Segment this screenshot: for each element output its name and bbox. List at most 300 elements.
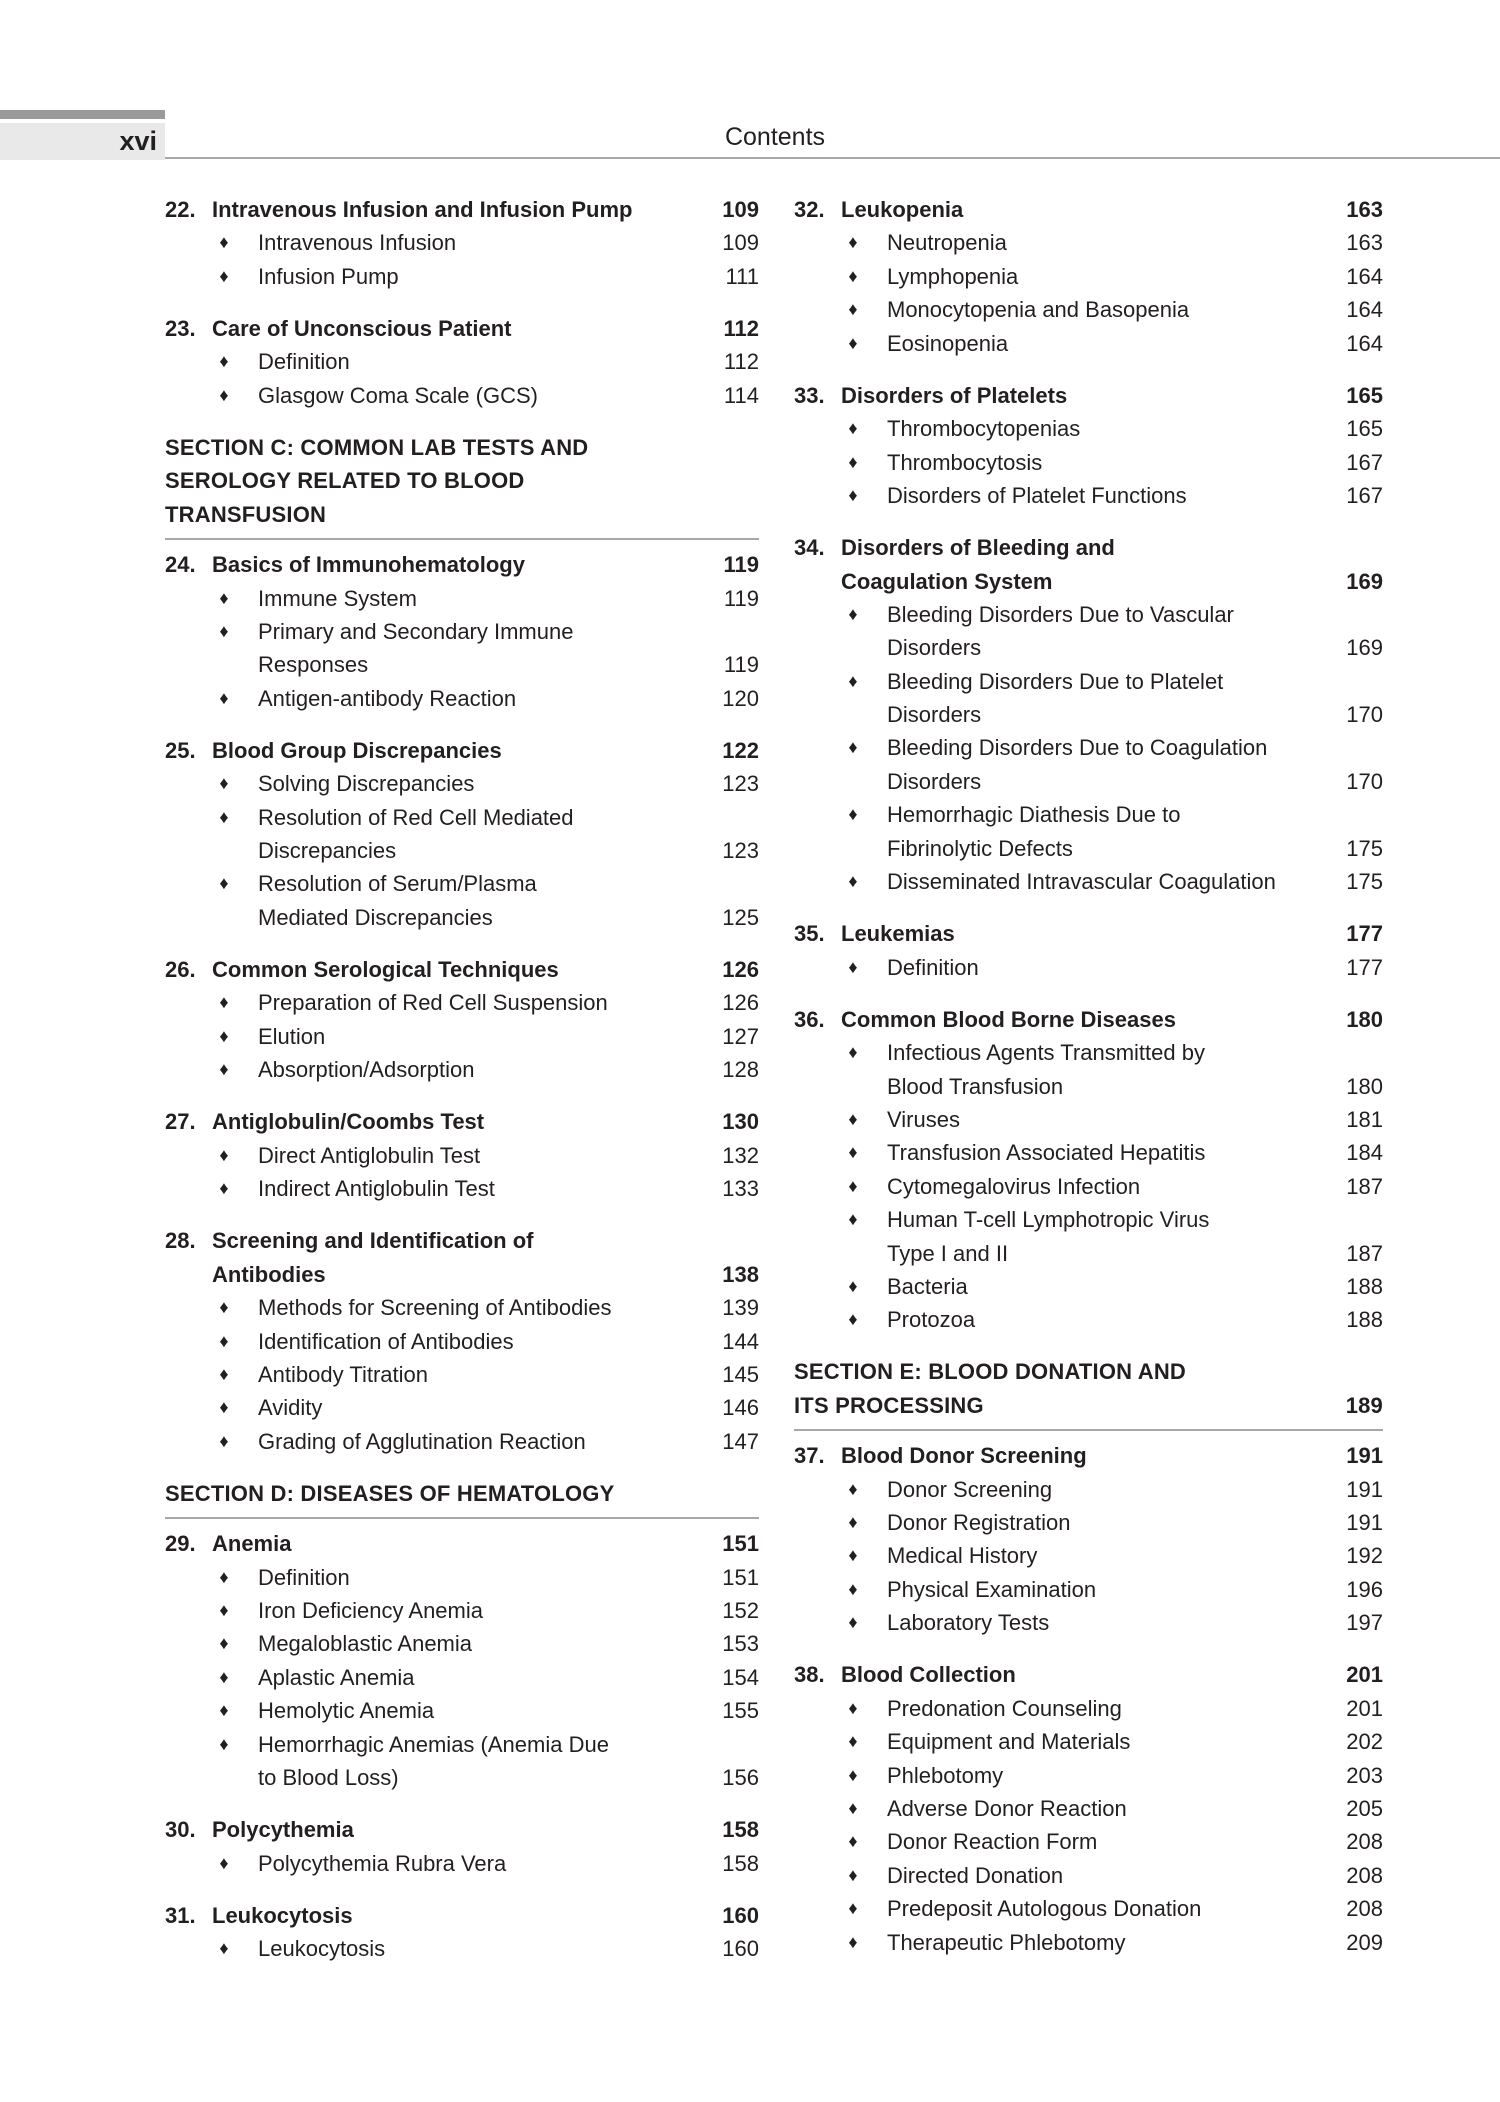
page-number[interactable]: 208 bbox=[1346, 1862, 1383, 1888]
page-number[interactable]: 138 bbox=[722, 1261, 759, 1287]
page-number[interactable]: 167 bbox=[1346, 449, 1383, 475]
entry-title[interactable]: Donor Reaction Form bbox=[887, 1829, 1098, 1855]
toc-subentry[interactable] bbox=[165, 1728, 759, 1795]
page-number[interactable]: 177 bbox=[1346, 954, 1383, 980]
toc-subentry[interactable] bbox=[794, 1692, 1383, 1725]
entry-title[interactable]: Viruses bbox=[887, 1106, 960, 1132]
page-number[interactable]: 175 bbox=[1346, 869, 1383, 895]
page-number[interactable]: 151 bbox=[722, 1564, 759, 1590]
toc-subentry[interactable] bbox=[794, 479, 1383, 512]
entry-title[interactable]: Thrombocytosis bbox=[887, 449, 1043, 475]
toc-line bbox=[794, 446, 1383, 479]
page-number[interactable]: 126 bbox=[722, 957, 759, 982]
page-number[interactable]: 151 bbox=[722, 1531, 759, 1557]
toc-line bbox=[165, 1561, 759, 1594]
entry-title[interactable]: Medical History bbox=[887, 1543, 1038, 1569]
toc-line bbox=[794, 1270, 1383, 1303]
page-number[interactable]: 144 bbox=[722, 1328, 759, 1354]
entry-title[interactable]: Disseminated Intravascular Coagulation bbox=[887, 869, 1276, 895]
entry-title[interactable]: Blood Group Discrepancies bbox=[212, 737, 502, 763]
entry-title[interactable]: Adverse Donor Reaction bbox=[887, 1795, 1127, 1821]
entry-title[interactable]: Equipment and Materials bbox=[887, 1729, 1131, 1755]
entry-title[interactable]: Bleeding Disorders Due to Platelet bbox=[887, 668, 1224, 694]
entry-title[interactable]: Disorders bbox=[887, 702, 982, 728]
page-number[interactable]: 145 bbox=[722, 1361, 759, 1387]
toc-subentry[interactable] bbox=[794, 1136, 1383, 1169]
entry-title[interactable]: Antibodies bbox=[212, 1261, 326, 1287]
entry-title[interactable]: Definition bbox=[258, 1564, 350, 1590]
toc-line bbox=[794, 1036, 1383, 1069]
entry-title[interactable]: Avidity bbox=[258, 1395, 323, 1421]
page-number[interactable]: 147 bbox=[722, 1428, 759, 1454]
entry-title[interactable]: Solving Discrepancies bbox=[258, 771, 475, 797]
entry-title[interactable]: Infectious Agents Transmitted by bbox=[887, 1040, 1205, 1066]
entry-title[interactable]: Predeposit Autologous Donation bbox=[887, 1896, 1202, 1922]
page-number[interactable]: 123 bbox=[722, 838, 759, 864]
page-number[interactable]: 133 bbox=[722, 1176, 759, 1202]
page-number[interactable]: 164 bbox=[1346, 297, 1383, 323]
toc-chapter-entry[interactable] bbox=[165, 1224, 759, 1291]
entry-title[interactable]: Hemorrhagic Anemias (Anemia Due bbox=[258, 1731, 609, 1757]
toc-line bbox=[794, 1759, 1383, 1792]
page-number[interactable]: 192 bbox=[1346, 1543, 1383, 1569]
diamond-bullet-icon: ♦ bbox=[848, 484, 858, 505]
toc-subentry[interactable] bbox=[165, 1391, 759, 1424]
page-number[interactable]: 119 bbox=[723, 652, 759, 678]
page-number[interactable]: 205 bbox=[1346, 1795, 1383, 1821]
page-number[interactable]: 164 bbox=[1346, 263, 1383, 289]
toc-subentry[interactable] bbox=[794, 731, 1383, 798]
entry-title[interactable]: Eosinopenia bbox=[887, 330, 1009, 356]
page-number[interactable]: 169 bbox=[1346, 635, 1383, 661]
entry-title[interactable]: Leukocytosis bbox=[258, 1936, 386, 1962]
toc-subentry[interactable] bbox=[794, 1506, 1383, 1539]
toc-chapter-entry[interactable] bbox=[165, 312, 759, 345]
toc-line bbox=[794, 832, 1383, 865]
entry-title[interactable]: Bleeding Disorders Due to Vascular bbox=[887, 601, 1234, 627]
entry-title[interactable]: Antiglobulin/Coombs Test bbox=[212, 1109, 485, 1135]
entry-title[interactable]: Predonation Counseling bbox=[887, 1695, 1122, 1721]
toc-subentry[interactable] bbox=[165, 682, 759, 715]
diamond-bullet-icon: ♦ bbox=[219, 265, 229, 286]
toc-line bbox=[165, 226, 759, 259]
page-number[interactable]: 202 bbox=[1346, 1729, 1383, 1755]
diamond-bullet-icon: ♦ bbox=[219, 1025, 229, 1046]
toc-subentry[interactable] bbox=[794, 1792, 1383, 1825]
entry-title[interactable]: Blood Collection bbox=[841, 1662, 1016, 1688]
page-number[interactable]: 201 bbox=[1346, 1695, 1383, 1721]
page-number[interactable]: 132 bbox=[722, 1142, 759, 1168]
entry-title[interactable]: Directed Donation bbox=[887, 1862, 1064, 1888]
entry-title[interactable]: Blood Donor Screening bbox=[841, 1443, 1087, 1469]
toc-subentry[interactable] bbox=[794, 1725, 1383, 1758]
toc-subentry[interactable] bbox=[794, 1473, 1383, 1506]
toc-line bbox=[165, 986, 759, 1019]
page-number[interactable]: 155 bbox=[722, 1698, 759, 1724]
page-number[interactable]: 114 bbox=[723, 382, 759, 408]
page-number[interactable]: 165 bbox=[1346, 416, 1383, 442]
toc-subentry[interactable] bbox=[165, 1053, 759, 1086]
toc-chapter-entry[interactable] bbox=[794, 1439, 1383, 1472]
entry-title[interactable]: Methods for Screening of Antibodies bbox=[258, 1295, 612, 1321]
entry-title[interactable]: Bacteria bbox=[887, 1273, 968, 1299]
entry-title[interactable]: Human T-cell Lymphotropic Virus bbox=[887, 1207, 1210, 1233]
toc-subentry[interactable] bbox=[794, 798, 1383, 865]
toc-subentry[interactable] bbox=[165, 1020, 759, 1053]
page-number[interactable]: 125 bbox=[722, 904, 759, 930]
page-number[interactable]: 187 bbox=[1346, 1240, 1383, 1266]
toc-line bbox=[794, 631, 1383, 664]
entry-title[interactable]: Absorption/Adsorption bbox=[258, 1057, 475, 1083]
toc-subentry[interactable] bbox=[794, 1103, 1383, 1136]
chapter-number: 24. bbox=[165, 552, 196, 578]
toc-subentry[interactable] bbox=[165, 986, 759, 1019]
toc-chapter-entry[interactable] bbox=[794, 379, 1383, 412]
page-number[interactable]: 139 bbox=[722, 1295, 759, 1321]
toc-subentry[interactable] bbox=[794, 1926, 1383, 1959]
diamond-bullet-icon: ♦ bbox=[848, 1612, 858, 1633]
toc-subentry[interactable] bbox=[165, 615, 759, 682]
entry-title[interactable]: Mediated Discrepancies bbox=[258, 904, 493, 930]
diamond-bullet-icon: ♦ bbox=[848, 1931, 858, 1952]
toc-subentry[interactable] bbox=[165, 1932, 759, 1965]
toc-chapter-entry[interactable] bbox=[794, 193, 1383, 226]
page-number[interactable]: 130 bbox=[722, 1109, 759, 1135]
entry-title[interactable]: Leukopenia bbox=[841, 197, 964, 222]
toc-section-heading[interactable] bbox=[794, 1355, 1383, 1422]
toc-line bbox=[165, 1172, 759, 1205]
page-number[interactable]: 189 bbox=[1345, 1392, 1383, 1418]
toc-subentry[interactable] bbox=[165, 1425, 759, 1458]
entry-title[interactable]: Resolution of Serum/Plasma bbox=[258, 871, 537, 897]
entry-title[interactable]: Disorders bbox=[887, 768, 982, 794]
toc-line bbox=[794, 765, 1383, 798]
toc-chapter-entry[interactable] bbox=[794, 531, 1383, 598]
page-number[interactable]: 127 bbox=[722, 1023, 759, 1049]
page-number[interactable]: 191 bbox=[1346, 1443, 1383, 1469]
entry-title[interactable]: Discrepancies bbox=[258, 838, 397, 864]
entry-title[interactable]: Cytomegalovirus Infection bbox=[887, 1173, 1141, 1199]
entry-title[interactable]: Blood Transfusion bbox=[887, 1073, 1064, 1099]
entry-title[interactable]: Donor Screening bbox=[887, 1476, 1053, 1502]
entry-title[interactable]: Iron Deficiency Anemia bbox=[258, 1598, 483, 1624]
entry-title[interactable]: Hemolytic Anemia bbox=[258, 1698, 435, 1724]
entry-title[interactable]: Donor Registration bbox=[887, 1510, 1071, 1536]
toc-subentry[interactable] bbox=[165, 1661, 759, 1694]
diamond-bullet-icon: ♦ bbox=[848, 451, 858, 472]
toc-subentry[interactable] bbox=[794, 1606, 1383, 1639]
entry-title[interactable]: Identification of Antibodies bbox=[258, 1328, 514, 1354]
entry-title[interactable]: Type I and II bbox=[887, 1240, 1009, 1266]
diamond-bullet-icon: ♦ bbox=[219, 1600, 229, 1621]
entry-title[interactable]: Polycythemia Rubra Vera bbox=[258, 1850, 507, 1876]
entry-title[interactable]: Protozoa bbox=[887, 1307, 976, 1333]
page-number[interactable]: 156 bbox=[722, 1764, 759, 1790]
page-number[interactable]: 165 bbox=[1346, 382, 1383, 408]
chapter-number: 33. bbox=[794, 382, 825, 408]
page-number[interactable]: 175 bbox=[1346, 835, 1383, 861]
page-number: xvi bbox=[119, 126, 157, 156]
entry-title[interactable]: to Blood Loss) bbox=[258, 1764, 399, 1790]
toc-line bbox=[165, 1932, 759, 1965]
toc-subentry[interactable] bbox=[794, 1203, 1383, 1270]
entry-title[interactable]: Antibody Titration bbox=[258, 1361, 428, 1387]
toc-chapter-entry[interactable] bbox=[165, 1899, 759, 1932]
toc-subentry[interactable] bbox=[165, 1325, 759, 1358]
entry-title[interactable]: Aplastic Anemia bbox=[258, 1664, 415, 1690]
toc-subentry[interactable] bbox=[794, 1859, 1383, 1892]
entry-title[interactable]: Elution bbox=[258, 1023, 326, 1049]
entry-title[interactable]: Infusion Pump bbox=[258, 263, 399, 289]
page-number[interactable]: 170 bbox=[1346, 768, 1383, 794]
entry-title[interactable]: Disorders of Platelets bbox=[841, 382, 1068, 408]
toc-chapter-entry[interactable] bbox=[165, 193, 759, 226]
entry-title[interactable]: SECTION D: DISEASES OF HEMATOLOGY bbox=[165, 1480, 615, 1506]
entry-title[interactable]: Screening and Identification of bbox=[212, 1228, 534, 1254]
toc-subentry[interactable] bbox=[794, 1036, 1383, 1103]
entry-title[interactable]: Leukocytosis bbox=[212, 1902, 353, 1928]
diamond-bullet-icon: ♦ bbox=[848, 1142, 858, 1163]
toc-line bbox=[165, 1847, 759, 1880]
page-number[interactable]: 146 bbox=[722, 1395, 759, 1421]
page-number[interactable]: 112 bbox=[723, 349, 759, 375]
toc-chapter-entry[interactable] bbox=[165, 734, 759, 767]
toc-subentry[interactable] bbox=[165, 867, 759, 934]
toc-subentry[interactable] bbox=[794, 260, 1383, 293]
page-number[interactable]: 163 bbox=[1346, 230, 1383, 256]
page-number[interactable]: 188 bbox=[1346, 1307, 1383, 1333]
toc-line bbox=[794, 193, 1383, 226]
page-number[interactable]: 208 bbox=[1346, 1896, 1383, 1922]
page-number[interactable]: 126 bbox=[722, 990, 759, 1016]
entry-title[interactable]: Care of Unconscious Patient bbox=[212, 315, 512, 341]
entry-title[interactable]: Neutropenia bbox=[887, 230, 1007, 256]
entry-title[interactable]: Primary and Secondary Immune bbox=[258, 618, 574, 644]
toc-subentry[interactable] bbox=[165, 1594, 759, 1627]
diamond-bullet-icon: ♦ bbox=[219, 1330, 229, 1351]
entry-title[interactable]: Antigen-antibody Reaction bbox=[258, 685, 517, 711]
entry-title[interactable]: SECTION C: COMMON LAB TESTS AND bbox=[165, 434, 589, 460]
toc-subentry[interactable] bbox=[794, 865, 1383, 898]
entry-title[interactable]: Grading of Agglutination Reaction bbox=[258, 1428, 586, 1454]
toc-subentry[interactable] bbox=[165, 260, 759, 293]
entry-title[interactable]: Leukemias bbox=[841, 921, 955, 947]
entry-title[interactable]: Polycythemia bbox=[212, 1817, 354, 1843]
entry-title[interactable]: Preparation of Red Cell Suspension bbox=[258, 990, 608, 1016]
entry-title[interactable]: Common Blood Borne Diseases bbox=[841, 1006, 1176, 1032]
chapter-number: 29. bbox=[165, 1531, 196, 1557]
toc-subentry[interactable] bbox=[165, 1291, 759, 1324]
page-number[interactable]: 119 bbox=[723, 585, 759, 611]
entry-title[interactable]: Intravenous Infusion and Infusion Pump bbox=[212, 197, 633, 222]
toc-subentry[interactable] bbox=[794, 951, 1383, 984]
toc-subentry[interactable] bbox=[165, 1847, 759, 1880]
page-number[interactable]: 170 bbox=[1346, 702, 1383, 728]
entry-title[interactable]: ITS PROCESSING bbox=[794, 1392, 984, 1418]
page-number[interactable]: 158 bbox=[722, 1850, 759, 1876]
diamond-bullet-icon: ♦ bbox=[219, 1666, 229, 1687]
entry-title[interactable]: Therapeutic Phlebotomy bbox=[887, 1929, 1126, 1955]
entry-title[interactable]: Disorders of Platelet Functions bbox=[887, 482, 1187, 508]
page-number[interactable]: 123 bbox=[722, 771, 759, 797]
entry-title[interactable]: Indirect Antiglobulin Test bbox=[258, 1176, 495, 1202]
toc-subentry[interactable] bbox=[794, 1825, 1383, 1858]
page-number[interactable]: 201 bbox=[1346, 1662, 1383, 1688]
entry-title[interactable]: Lymphopenia bbox=[887, 263, 1019, 289]
page-number[interactable]: 153 bbox=[722, 1631, 759, 1657]
page-number[interactable]: 164 bbox=[1346, 330, 1383, 356]
toc-subentry[interactable] bbox=[794, 1303, 1383, 1336]
diamond-bullet-icon: ♦ bbox=[848, 1309, 858, 1330]
toc-line bbox=[165, 1291, 759, 1324]
page-number[interactable]: 109 bbox=[722, 197, 759, 222]
toc-subentry[interactable] bbox=[794, 1270, 1383, 1303]
toc-subentry[interactable] bbox=[165, 1694, 759, 1727]
entry-title[interactable]: Glasgow Coma Scale (GCS) bbox=[258, 382, 538, 408]
page-number[interactable]: 180 bbox=[1346, 1073, 1383, 1099]
toc-subentry[interactable] bbox=[794, 1759, 1383, 1792]
diamond-bullet-icon: ♦ bbox=[848, 603, 858, 624]
diamond-bullet-icon: ♦ bbox=[219, 687, 229, 708]
page-number[interactable]: 152 bbox=[722, 1598, 759, 1624]
page-number[interactable]: 177 bbox=[1346, 921, 1383, 947]
toc-subentry[interactable] bbox=[165, 1172, 759, 1205]
page-number[interactable]: 167 bbox=[1346, 482, 1383, 508]
toc-subentry[interactable] bbox=[165, 226, 759, 259]
page-number[interactable]: 163 bbox=[1346, 197, 1383, 222]
page-number[interactable]: 197 bbox=[1346, 1610, 1383, 1636]
entry-title[interactable]: Monocytopenia and Basopenia bbox=[887, 297, 1190, 323]
entry-title[interactable]: Definition bbox=[887, 954, 979, 980]
toc-line bbox=[794, 1606, 1383, 1639]
toc-subentry[interactable] bbox=[165, 1561, 759, 1594]
entry-title[interactable]: Direct Antiglobulin Test bbox=[258, 1142, 481, 1168]
page-number[interactable]: 160 bbox=[722, 1936, 759, 1962]
toc-subentry[interactable] bbox=[165, 582, 759, 615]
entry-title[interactable]: Hemorrhagic Diathesis Due to bbox=[887, 802, 1181, 828]
page-number[interactable]: 191 bbox=[1346, 1476, 1383, 1502]
page-number[interactable]: 119 bbox=[723, 552, 759, 578]
entry-title[interactable]: SECTION E: BLOOD DONATION AND bbox=[794, 1359, 1187, 1385]
entry-title[interactable]: Coagulation System bbox=[841, 568, 1053, 594]
entry-title[interactable]: Basics of Immunohematology bbox=[212, 552, 525, 578]
page-number[interactable]: 160 bbox=[722, 1902, 759, 1928]
toc-chapter-entry[interactable] bbox=[165, 953, 759, 986]
toc-subentry[interactable] bbox=[794, 665, 1383, 732]
entry-title[interactable]: Disorders of Bleeding and bbox=[841, 535, 1115, 561]
toc-subentry[interactable] bbox=[794, 226, 1383, 259]
entry-title[interactable]: Phlebotomy bbox=[887, 1762, 1004, 1788]
page-number[interactable]: 191 bbox=[1346, 1510, 1383, 1536]
page-number[interactable]: 122 bbox=[722, 737, 759, 763]
toc-chapter-entry[interactable] bbox=[165, 1813, 759, 1846]
toc-subentry[interactable] bbox=[165, 1627, 759, 1660]
toc-subentry[interactable] bbox=[165, 1358, 759, 1391]
toc-line bbox=[794, 1103, 1383, 1136]
toc-line bbox=[165, 1527, 759, 1560]
page-number[interactable]: 109 bbox=[722, 230, 759, 256]
entry-title[interactable]: Fibrinolytic Defects bbox=[887, 835, 1073, 861]
entry-title[interactable]: Definition bbox=[258, 349, 350, 375]
entry-title[interactable]: Thrombocytopenias bbox=[887, 416, 1081, 442]
toc-subentry[interactable] bbox=[794, 1170, 1383, 1203]
entry-title[interactable]: Intravenous Infusion bbox=[258, 230, 457, 256]
page-number[interactable]: 203 bbox=[1346, 1762, 1383, 1788]
toc-subentry[interactable] bbox=[794, 412, 1383, 445]
toc-subentry[interactable] bbox=[794, 327, 1383, 360]
page-number[interactable]: 188 bbox=[1346, 1273, 1383, 1299]
toc-chapter-entry[interactable] bbox=[794, 1003, 1383, 1036]
toc-subentry[interactable] bbox=[794, 1892, 1383, 1925]
chapter-number: 28. bbox=[165, 1228, 196, 1254]
page-number[interactable]: 154 bbox=[722, 1664, 759, 1690]
toc-subentry[interactable] bbox=[165, 767, 759, 800]
page-number[interactable]: 181 bbox=[1346, 1106, 1383, 1132]
entry-title[interactable]: Anemia bbox=[212, 1531, 292, 1557]
entry-title[interactable]: Immune System bbox=[258, 585, 417, 611]
toc-subentry[interactable] bbox=[794, 1539, 1383, 1572]
page-number[interactable]: 169 bbox=[1346, 568, 1383, 594]
toc-line bbox=[794, 1725, 1383, 1758]
page-number[interactable]: 128 bbox=[722, 1057, 759, 1083]
section-rule bbox=[165, 1517, 759, 1519]
toc-chapter-entry[interactable] bbox=[794, 917, 1383, 950]
entry-title[interactable]: Responses bbox=[258, 652, 369, 678]
entry-title[interactable]: Transfusion Associated Hepatitis bbox=[887, 1140, 1206, 1166]
toc-subentry[interactable] bbox=[794, 293, 1383, 326]
toc-line bbox=[165, 1053, 759, 1086]
page-number[interactable]: 112 bbox=[723, 315, 759, 341]
entry-title[interactable]: Laboratory Tests bbox=[887, 1610, 1050, 1636]
entry-title[interactable]: Disorders bbox=[887, 635, 982, 661]
page-number[interactable]: 180 bbox=[1346, 1006, 1383, 1032]
diamond-bullet-icon: ♦ bbox=[848, 1764, 858, 1785]
toc-subentry[interactable] bbox=[165, 801, 759, 868]
entry-title[interactable]: SEROLOGY RELATED TO BLOOD bbox=[165, 468, 525, 494]
entry-title[interactable]: Common Serological Techniques bbox=[212, 957, 559, 982]
diamond-bullet-icon: ♦ bbox=[848, 418, 858, 439]
toc-chapter-entry[interactable] bbox=[165, 1527, 759, 1560]
toc-line bbox=[794, 1926, 1383, 1959]
page-number[interactable]: 184 bbox=[1346, 1140, 1383, 1166]
toc-chapter-entry[interactable] bbox=[794, 1658, 1383, 1691]
toc-subentry[interactable] bbox=[794, 1573, 1383, 1606]
page-number[interactable]: 111 bbox=[725, 263, 759, 289]
entry-title[interactable]: Physical Examination bbox=[887, 1576, 1097, 1602]
entry-title[interactable]: Bleeding Disorders Due to Coagulation bbox=[887, 735, 1268, 761]
page-number[interactable]: 196 bbox=[1346, 1576, 1383, 1602]
page-number[interactable]: 208 bbox=[1346, 1829, 1383, 1855]
toc-chapter-entry[interactable] bbox=[165, 548, 759, 581]
toc-subentry[interactable] bbox=[165, 379, 759, 412]
page-number[interactable]: 187 bbox=[1346, 1173, 1383, 1199]
toc-chapter-entry[interactable] bbox=[165, 1105, 759, 1138]
section-rule bbox=[165, 538, 759, 540]
toc-line bbox=[165, 1325, 759, 1358]
entry-title[interactable]: TRANSFUSION bbox=[165, 501, 327, 527]
toc-subentry[interactable] bbox=[794, 446, 1383, 479]
toc-subentry[interactable] bbox=[794, 598, 1383, 665]
diamond-bullet-icon: ♦ bbox=[848, 1478, 858, 1499]
entry-title[interactable]: Resolution of Red Cell Mediated bbox=[258, 804, 574, 830]
page-number[interactable]: 158 bbox=[722, 1817, 759, 1843]
toc-line bbox=[165, 1728, 759, 1761]
page-number[interactable]: 120 bbox=[722, 685, 759, 711]
page-number[interactable]: 209 bbox=[1346, 1929, 1383, 1955]
toc-subentry[interactable] bbox=[165, 345, 759, 378]
entry-title[interactable]: Megaloblastic Anemia bbox=[258, 1631, 473, 1657]
toc-subentry[interactable] bbox=[165, 1139, 759, 1172]
